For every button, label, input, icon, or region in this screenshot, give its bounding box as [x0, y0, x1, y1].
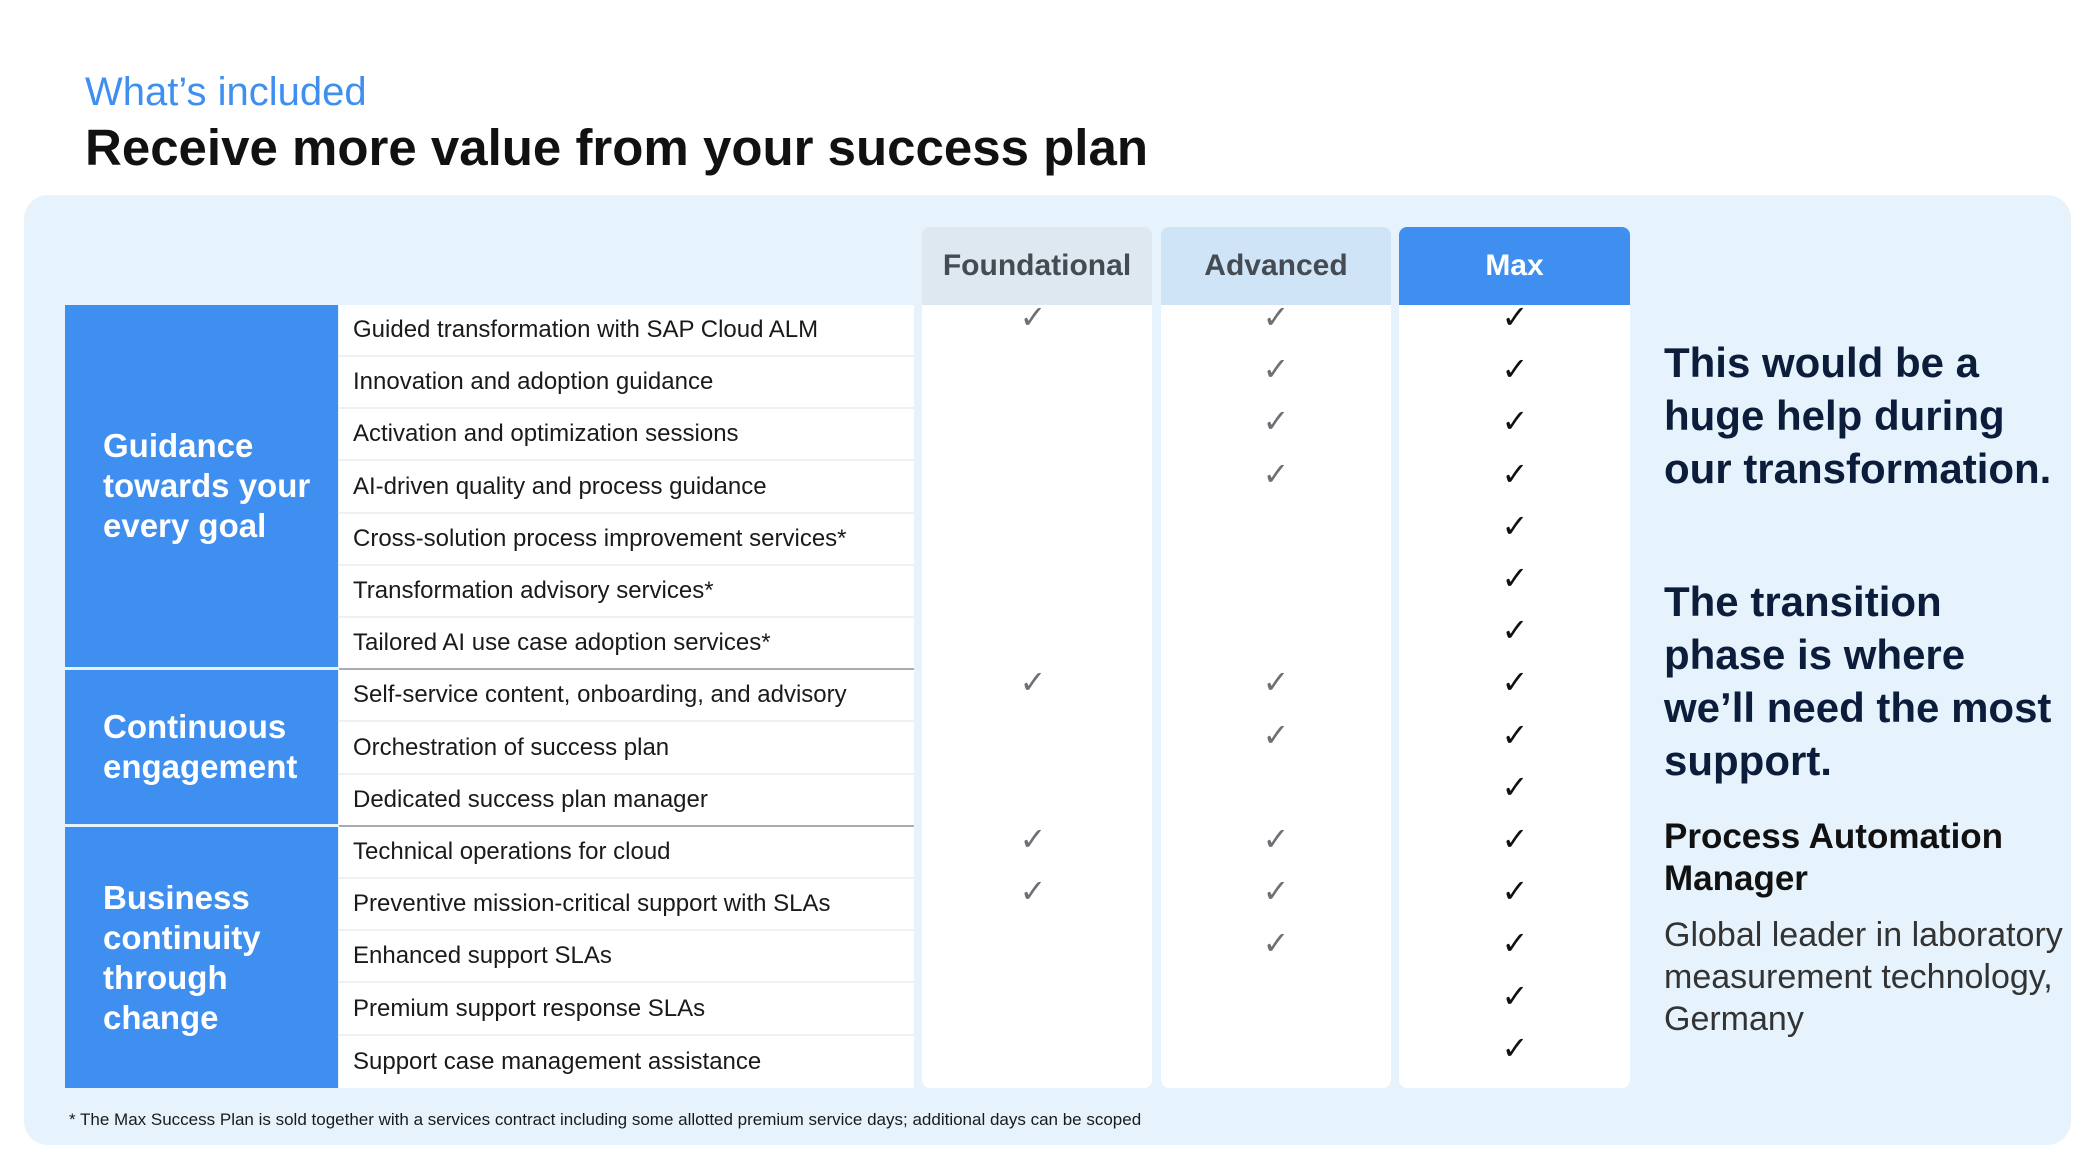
feature-row: Cross-solution process improvement services*: [339, 514, 914, 566]
eyebrow-heading: What’s included: [85, 70, 367, 114]
check-icon-advanced: ✓: [1262, 663, 1290, 702]
check-icon-foundational: ✓: [1019, 298, 1047, 336]
feature-row: Enhanced support SLAs: [339, 931, 914, 983]
check-icon-max: ✓: [1501, 976, 1529, 1015]
feature-row: Preventive mission-critical support with SLAs: [339, 879, 914, 931]
check-icon-advanced: ✓: [1262, 872, 1290, 911]
testimonial-role: Process Automation Manager: [1664, 817, 2004, 898]
check-icon-advanced: ✓: [1262, 350, 1290, 389]
check-icon-max: ✓: [1501, 663, 1529, 702]
feature-row: AI-driven quality and process guidance: [339, 462, 914, 514]
feature-row: Support case management assistance: [353, 1047, 762, 1075]
check-icon-max: ✓: [1501, 559, 1529, 597]
check-icon-max: ✓: [1501, 924, 1529, 963]
check-icon-advanced: ✓: [1262, 924, 1290, 963]
check-icon-max: ✓: [1501, 715, 1529, 754]
feature-row: Guided transformation with SAP Cloud ALM: [339, 305, 914, 357]
check-icon-max: ✓: [1501, 454, 1529, 493]
group-label: Business continuity through change: [65, 827, 338, 1088]
feature-row: Tailored AI use case adoption services*: [339, 618, 914, 670]
check-icon-advanced: ✓: [1262, 402, 1290, 441]
check-icon-max: ✓: [1501, 350, 1529, 389]
feature-row: Activation and optimization sessions: [339, 409, 914, 461]
testimonial-company: Global leader in laboratory measurement technology, Germany: [1664, 916, 2063, 1038]
check-icon-foundational: ✓: [1019, 872, 1047, 911]
check-icon-advanced: ✓: [1262, 298, 1290, 336]
feature-row: Orchestration of success plan: [339, 723, 914, 775]
check-icon-advanced: ✓: [1262, 454, 1290, 493]
feature-row: Technical operations for cloud: [339, 827, 914, 879]
check-icon-max: ✓: [1501, 402, 1529, 441]
feature-row: Self-service content, onboarding, and advisory: [339, 670, 914, 722]
check-icon-foundational: ✓: [1019, 663, 1047, 702]
column-header-advanced: Advanced: [1161, 227, 1391, 305]
testimonial-quote-1: This would be a huge help during our transformation.: [1664, 339, 2052, 492]
footnote: * The Max Success Plan is sold together with a services contract including some allotted premium service days; additional days can be scoped: [69, 1110, 1142, 1129]
check-icon-max: ✓: [1501, 506, 1529, 545]
check-icon-max: ✓: [1501, 1028, 1529, 1067]
check-icon-max: ✓: [1501, 872, 1529, 911]
page-title: Receive more value from your success plan: [85, 119, 1148, 176]
feature-row: Innovation and adoption guidance: [339, 357, 914, 409]
feature-list: [339, 305, 914, 1088]
feature-row: Premium support response SLAs: [339, 984, 914, 1036]
check-icon-max: ✓: [1501, 298, 1529, 336]
check-icon-advanced: ✓: [1262, 820, 1290, 858]
feature-row: Transformation advisory services*: [339, 566, 914, 618]
feature-row: Dedicated success plan manager: [339, 775, 914, 827]
check-icon-advanced: ✓: [1262, 715, 1290, 754]
column-header-foundational: Foundational: [922, 227, 1152, 305]
column-header-max: Max: [1399, 227, 1630, 305]
testimonial-quote-2: The transition phase is where we’ll need the most support.: [1664, 578, 2052, 784]
group-label: Guidance towards your every goal: [65, 305, 338, 667]
check-icon-max: ✓: [1501, 767, 1529, 806]
group-label: Continuous engagement: [65, 670, 338, 824]
check-icon-max: ✓: [1501, 611, 1529, 650]
check-icon-max: ✓: [1501, 820, 1529, 858]
check-icon-foundational: ✓: [1019, 820, 1047, 858]
